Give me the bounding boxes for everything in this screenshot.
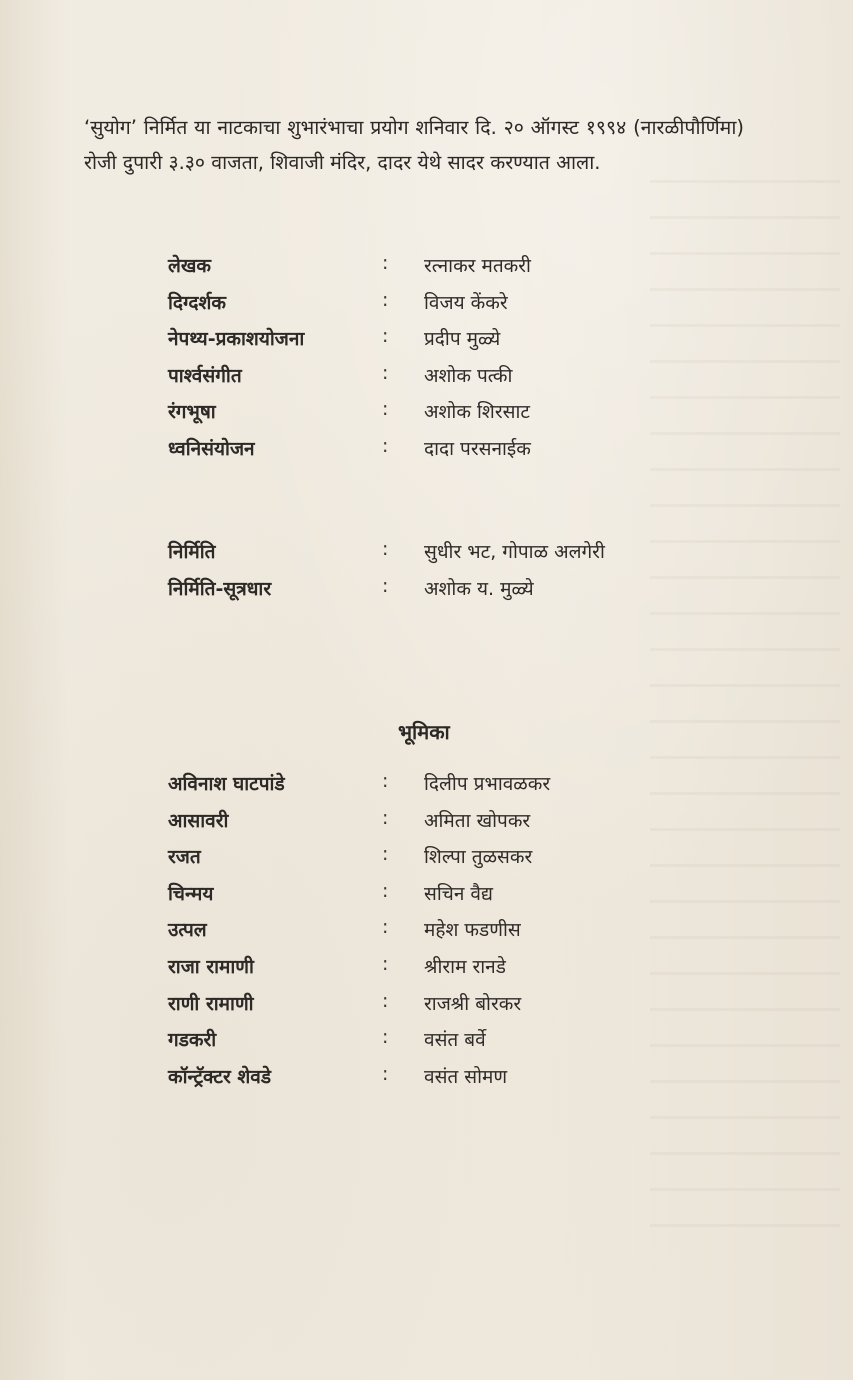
- premiere-note: ‘सुयोग’ निर्मित या नाटकाचा शुभारंभाचा प्रयोग शनिवार दि. २० ऑगस्ट १९९४ (नारळीपौर्णिमा) रोजी दुपारी ३.३० वाजता, शिवाजी मंदिर, दादर येथे सादर करण्यात आला.: [84, 116, 744, 174]
- credit-name: रत्नाकर मतकरी: [424, 255, 531, 277]
- actor-name: दिलीप प्रभावळकर: [424, 773, 551, 795]
- production-list: [168, 538, 728, 611]
- character-name: राणी रामाणी: [168, 992, 254, 1015]
- separator: :: [382, 879, 389, 902]
- credit-row: [168, 362, 728, 399]
- credit-row: [168, 325, 728, 362]
- credit-role: लेखक: [168, 255, 212, 277]
- character-name: राजा रामाणी: [168, 955, 254, 978]
- separator: :: [382, 806, 389, 829]
- credit-row: [168, 398, 728, 435]
- actor-name: वसंत बर्वे: [424, 1029, 486, 1052]
- credit-name: दादा परसनाईक: [424, 437, 531, 460]
- credit-name: अशोक शिरसाट: [424, 401, 530, 424]
- cast-row: [168, 880, 728, 917]
- actor-name: शिल्पा तुळसकर: [424, 846, 533, 869]
- character-name: गडकरी: [168, 1029, 217, 1052]
- character-name: रजत: [168, 846, 201, 869]
- separator: :: [382, 325, 389, 348]
- credit-row: [168, 435, 728, 472]
- separator: :: [382, 989, 389, 1012]
- cast-row: [168, 807, 728, 844]
- credit-role: नेपथ्य-प्रकाशयोजना: [168, 328, 305, 351]
- credit-role: दिग्दर्शक: [168, 291, 226, 314]
- character-name: आसावरी: [168, 809, 229, 832]
- credit-row: [168, 289, 728, 326]
- separator: :: [382, 434, 389, 457]
- cast-heading: भूमिका: [398, 720, 450, 744]
- credit-role: पार्श्वसंगीत: [168, 364, 242, 387]
- separator: :: [382, 252, 389, 274]
- cast-row: [168, 1026, 728, 1063]
- production-row: [168, 538, 728, 575]
- character-name: कॉन्ट्रॅक्टर शेवडे: [168, 1065, 272, 1088]
- cast-row: [168, 843, 728, 880]
- cast-list: [168, 770, 728, 1099]
- credit-name: विजय केंकरे: [424, 291, 508, 314]
- separator: :: [382, 770, 389, 792]
- separator: :: [382, 843, 389, 866]
- actor-name: सचिन वैद्य: [424, 882, 493, 905]
- production-name: अशोक य. मुळ्ये: [424, 577, 534, 600]
- cast-row: [168, 770, 728, 807]
- cast-row: [168, 1063, 728, 1100]
- character-name: अविनाश घाटपांडे: [168, 773, 285, 795]
- actor-name: अमिता खोपकर: [424, 809, 531, 832]
- cast-row: [168, 953, 728, 990]
- cast-row: [168, 990, 728, 1027]
- production-name: सुधीर भट, गोपाळ अलगेरी: [424, 541, 605, 563]
- character-name: उत्पल: [168, 919, 207, 942]
- separator: :: [382, 538, 389, 560]
- production-row: [168, 575, 728, 612]
- actor-name: वसंत सोमण: [424, 1065, 508, 1088]
- character-name: चिन्मय: [168, 882, 214, 905]
- actor-name: श्रीराम रानडे: [424, 955, 506, 978]
- separator: :: [382, 574, 389, 597]
- credit-row: [168, 252, 728, 289]
- separator: :: [382, 1026, 389, 1049]
- credit-role: रंगभूषा: [168, 401, 216, 424]
- separator: :: [382, 1062, 389, 1085]
- separator: :: [382, 952, 389, 975]
- actor-name: राजश्री बोरकर: [424, 992, 522, 1015]
- production-role: निर्मिति-सूत्रधार: [168, 577, 272, 600]
- credit-name: प्रदीप मुळ्ये: [424, 328, 501, 351]
- separator: :: [382, 398, 389, 421]
- separator: :: [382, 916, 389, 939]
- credit-role: ध्वनिसंयोजन: [168, 437, 255, 460]
- actor-name: महेश फडणीस: [424, 919, 521, 942]
- production-role: निर्मिति: [168, 541, 216, 563]
- credits-list: [168, 252, 728, 472]
- separator: :: [382, 361, 389, 384]
- separator: :: [382, 288, 389, 311]
- credit-name: अशोक पत्की: [424, 364, 513, 387]
- cast-row: [168, 916, 728, 953]
